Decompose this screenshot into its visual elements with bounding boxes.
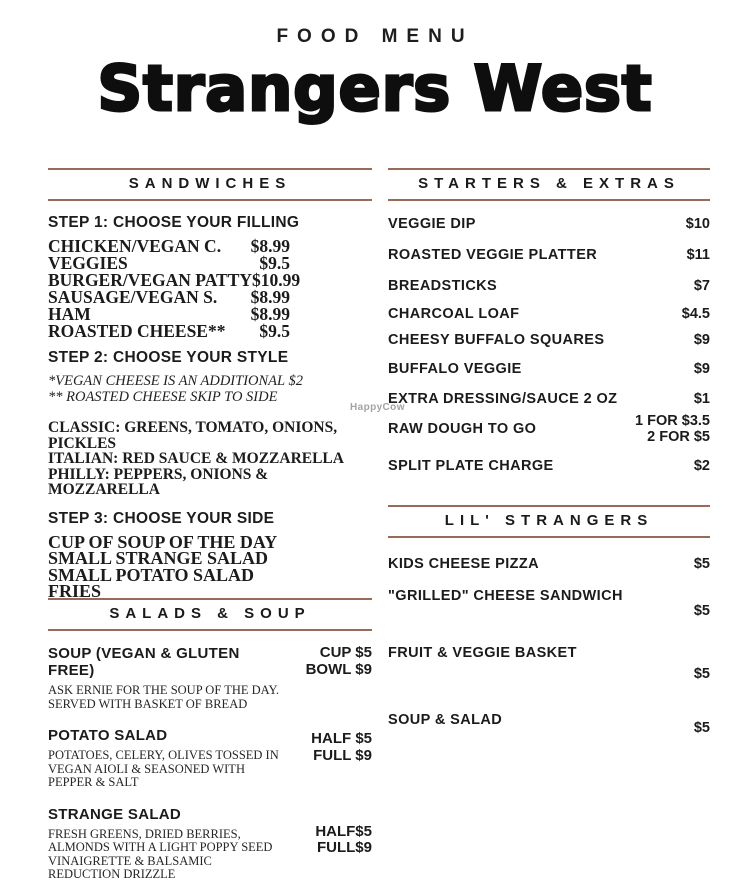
item-name: FRUIT & VEGGIE BASKET [388,645,577,661]
menu-item [388,712,710,736]
item-price: $8.99 [250,287,290,307]
item-name: CHARCOAL LOAF [388,306,520,322]
item-name: HAM [48,304,91,324]
menu-item [388,361,710,377]
page-title: Strangers West [97,52,653,125]
item-price: HALF$5 [315,822,372,840]
item-price: $1 [693,391,710,407]
item-name: STRANGE SALAD [48,805,182,823]
style-line: CLASSIC: GREENS, TOMATO, ONIONS, [48,419,338,436]
menu-item [388,413,710,445]
item-price: FULL $9 [313,746,372,764]
menu-item [388,556,710,572]
item-price: 2 FOR $5 [647,429,710,445]
item-price: $5 [693,720,710,736]
step1-title: STEP 1: CHOOSE YOUR FILLING [48,214,300,231]
styles-list [48,420,372,498]
item-price: $10 [685,216,710,232]
side-item: SMALL STRANGE SALAD [48,548,269,568]
item-name: SAUSAGE/VEGAN S. [48,287,218,307]
menu-item [388,588,710,619]
item-name: ROASTED VEGGIE PLATTER [388,247,598,263]
item-name: RAW DOUGH TO GO [388,421,537,437]
item-price: FULL$9 [316,839,372,856]
style-line: PHILLY: PEPPERS, ONIONS & [48,465,269,483]
note-line: *VEGAN CHEESE IS AN ADDITIONAL $2 [48,373,303,389]
section-lil-strangers [388,505,710,736]
item-name: SOUP (VEGAN & GLUTEN FREE) [48,645,240,679]
item-price: $7 [693,278,710,294]
section-salads-soup [48,598,372,882]
step3-title: STEP 3: CHOOSE YOUR SIDE [48,509,275,527]
happycow-watermark: HappyCow [350,402,405,413]
menu-item [388,332,710,348]
item-price: $5 [693,556,710,572]
sandwiches-heading-label: SANDWICHES [128,175,292,192]
style-line: MOZZARELLA [48,481,160,498]
menu-item [48,323,290,340]
style-line: ITALIAN: RED SAUCE & MOZZARELLA [48,450,344,467]
style-notes [48,374,372,405]
salads-heading [48,598,372,631]
menu-kicker: FOOD MENU [276,26,474,47]
item-name: CHEESY BUFFALO SQUARES [388,332,605,348]
side-item: CUP OF SOUP OF THE DAY [48,531,278,552]
sandwiches-heading [48,168,372,201]
item-name: CHICKEN/VEGAN C. [48,236,222,256]
item-name: EXTRA DRESSING/SAUCE 2 OZ [388,391,618,407]
item-name: VEGGIES [48,253,128,273]
menu-item [48,727,372,790]
starters-heading [388,168,710,201]
item-description: POTATOES, CELERY, OLIVES TOSSED IN VEGAN AIOLI & SEASONED WITH PEPPER & SALT [48,748,279,789]
section-starters-extras [388,168,710,474]
side-item: SMALL POTATO SALAD [48,564,255,585]
item-price: BOWL $9 [305,660,372,678]
note-line: ** ROASTED CHEESE SKIP TO SIDE [48,388,278,405]
menu-item [388,645,710,682]
item-name: KIDS CHEESE PIZZA [388,556,540,572]
side-item: FRIES [48,581,102,601]
item-name: SPLIT PLATE CHARGE [388,458,554,474]
item-name: "GRILLED" CHEESE SANDWICH [388,588,623,604]
item-name: BURGER/VEGAN PATTY [48,270,253,290]
item-price: $9.5 [259,253,290,273]
item-price: $9 [693,332,710,348]
item-price: HALF $5 [311,730,372,747]
item-price: 1 FOR $3.5 [635,413,710,429]
menu-item [388,458,710,474]
style-line: PICKLES [48,434,117,452]
item-price: $9 [693,361,710,377]
item-name: BREADSTICKS [388,278,498,294]
section-sandwiches [48,168,372,600]
item-price: $8.99 [250,304,290,324]
item-name: BUFFALO VEGGIE [388,361,522,377]
salads-heading-label: SALADS & SOUP [109,605,311,622]
item-price: $5 [693,603,710,619]
item-name: ROASTED CHEESE** [48,321,226,341]
kids-heading-label: LIL' STRANGERS [444,512,654,529]
item-price: $8.99 [250,236,290,256]
menu-item [48,645,372,711]
item-price: $10.99 [252,270,301,290]
item-description: ASK ERNIE FOR THE SOUP OF THE DAY. SERVED WITH BASKET OF BREAD [48,683,280,711]
menu-item [388,216,710,232]
menu-item [48,806,372,882]
item-name: SOUP & SALAD [388,712,503,728]
menu-item [388,278,710,294]
item-price: $5 [693,666,710,682]
starters-heading-label: STARTERS & EXTRAS [418,175,680,192]
item-description: FRESH GREENS, DRIED BERRIES, ALMONDS WITH A LIGHT POPPY SEED VINAIGRETTE & BALSAMIC REDUCTION DRIZZLE [48,826,273,881]
sides-list [48,531,372,601]
item-price: $9.5 [259,321,290,341]
menu-item [388,247,710,263]
item-price: CUP $5 [319,644,372,661]
item-price: $11 [686,247,710,263]
step2-title: STEP 2: CHOOSE YOUR STYLE [48,349,289,366]
item-price: $4.5 [681,306,710,322]
kids-heading [388,505,710,538]
item-name: POTATO SALAD [48,727,168,744]
menu-item [388,391,710,407]
fillings-list [48,236,301,341]
item-price: $2 [693,458,710,474]
item-name: VEGGIE DIP [388,216,476,232]
menu-item [388,306,710,322]
